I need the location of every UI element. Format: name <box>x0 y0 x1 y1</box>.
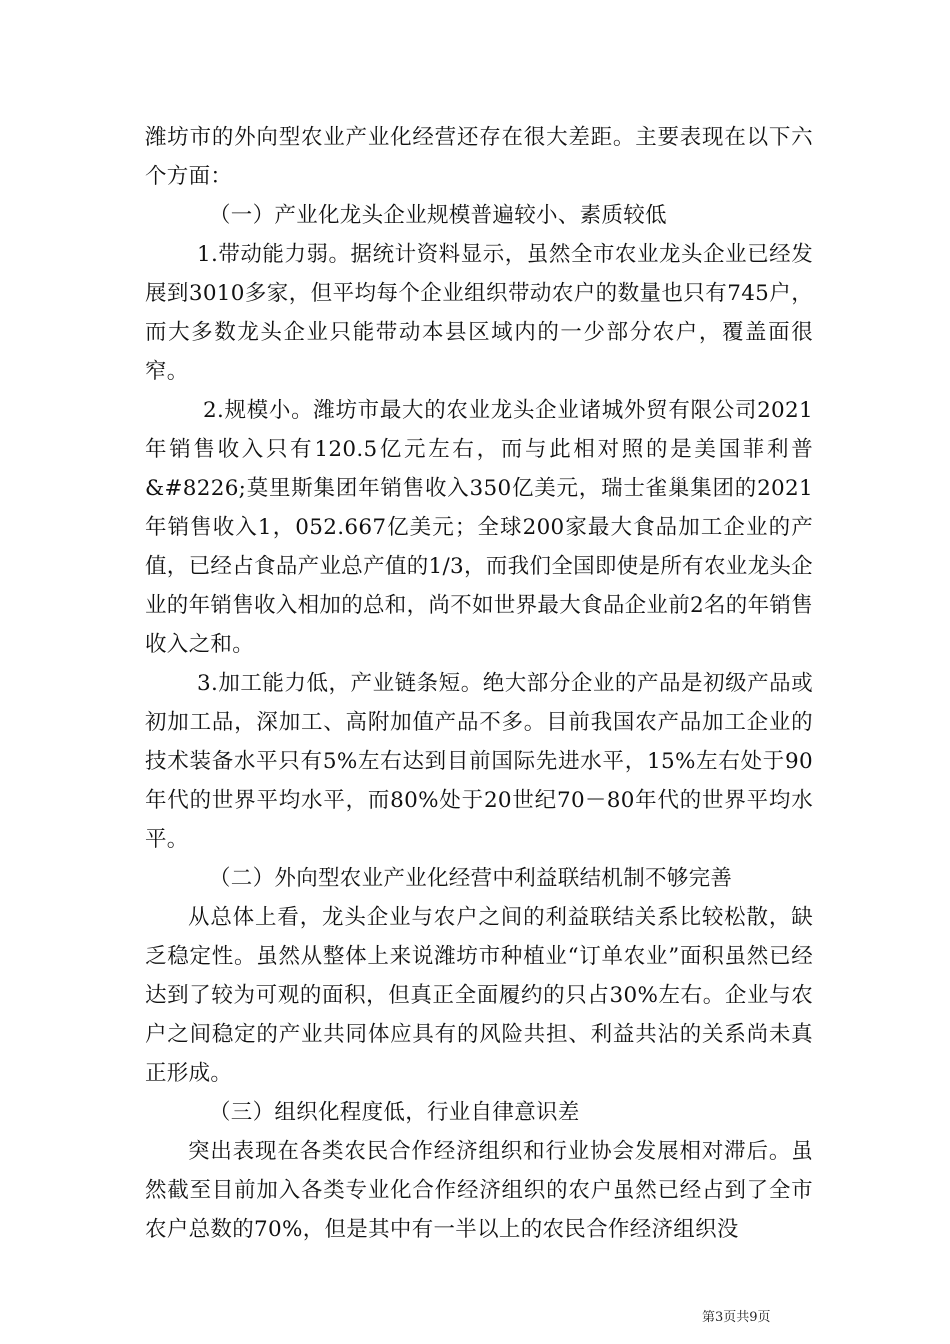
paragraph-item-1: 1.带动能力弱。据统计资料显示，虽然全市农业龙头企业已经发展到3010多家，但平均每个企业组织带动农户的数量也只有745户，而大多数龙头企业只能带动本县区域内的一少部分农户，覆盖面很窄。 <box>145 242 813 384</box>
section-heading-3: （三）组织化程度低，行业自律意识差 <box>209 1100 580 1125</box>
section-heading-1: （一）产业化龙头企业规模普遍较小、素质较低 <box>209 203 667 228</box>
paragraph-intro-continued: 潍坊市的外向型农业产业化经营还存在很大差距。主要表现在以下六个方面： <box>145 125 813 189</box>
page-number-footer: 第3页共9页 <box>702 1310 771 1325</box>
section-heading-2: （二）外向型农业产业化经营中利益联结机制不够完善 <box>209 866 733 891</box>
paragraph-item-3: 3.加工能力低，产业链条短。绝大部分企业的产品是初级产品或初加工品，深加工、高附加值产品不多。目前我国农产品加工企业的技术装备水平只有5%左右达到目前国际先进水平，15%左右处于90年代的世界平均水平，而80%处于20世纪70－80年代的世界平均水平。 <box>145 671 813 852</box>
paragraph-section-2: 从总体上看，龙头企业与农户之间的利益联结关系比较松散，缺乏稳定性。虽然从整体上来说潍坊市种植业“订单农业”面积虽然已经达到了较为可观的面积，但真正全面履约的只占30%左右。企业与农户之间稳定的产业共同体应具有的风险共担、利益共沾的关系尚未真正形成。 <box>145 905 813 1086</box>
paragraph-section-3: 突出表现在各类农民合作经济组织和行业协会发展相对滞后。虽然截至目前加入各类专业化合作经济组织的农户虽然已经占到了全市农户总数的70%，但是其中有一半以上的农民合作经济组织没 <box>145 1139 813 1242</box>
document-body <box>145 118 813 1249</box>
paragraph-item-2: 2.规模小。潍坊市最大的农业龙头企业诸城外贸有限公司2021年销售收入只有120.5亿元左右，而与此相对照的是美国菲利普&#8226;莫里斯集团年销售收入350亿美元，瑞士雀巢集团的2021年销售收入1，052.667亿美元；全球200家最大食品加工企业的产值，已经占食品产业总产值的1/3，而我们全国即使是所有农业龙头企业的年销售收入相加的总和，尚不如世界最大食品企业前2名的年销售收入之和。 <box>145 398 813 657</box>
